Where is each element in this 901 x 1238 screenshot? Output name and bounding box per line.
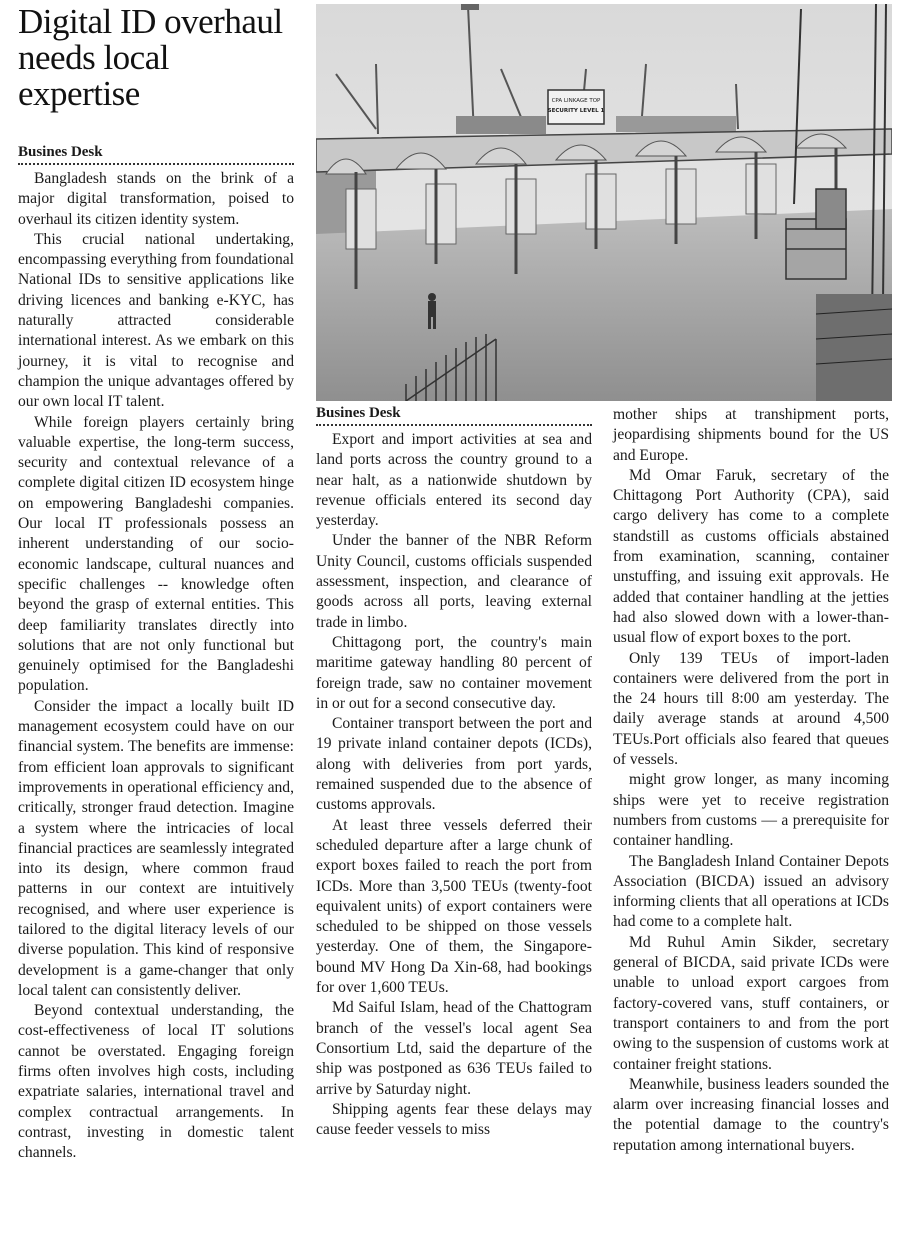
gate-sign-text-2: SECURITY LEVEL 1 — [547, 108, 605, 114]
paragraph: Md Ruhul Amin Sikder, secretary general of BICDA, said private ICDs were unable to unload export cargoes from factory-covered vans, stuff containers, or transport containers to and from the port owing to the suspension of customs work at container freight stations. — [613, 933, 889, 1073]
headline — [18, 4, 294, 112]
paragraph: Meanwhile, business leaders sounded the alarm over increasing financial losses and the potential damage to the country's reputation among international buyers. — [613, 1075, 889, 1154]
byline: Busines Desk — [316, 405, 592, 426]
paragraph: Container transport between the port and 19 private inland container depots (ICDs), along with deliveries from port yards, remained suspended due to the absence of customs approvals. — [316, 715, 592, 814]
paragraph: Consider the impact a locally built ID management ecosystem could have on our financial system. The benefits are immense: from efficient loan approvals to significant improvements in operational efficiency and, critically, stronger fraud detection. Imagine a system where the intricacies of local financial practices are seamlessly integrated into its design, where common fraud patterns in our context are intuitively recognised, and where user experience is tailored to the digital literacy levels of our diverse population. This kind of responsive development is a game-changer that only local talent can consistently deliver. — [18, 697, 294, 999]
paragraph: Under the banner of the NBR Reform Unity Council, customs officials suspended assessment, inspection, and clearance of goods across all ports, leaving external trade in limbo. — [316, 532, 592, 631]
byline: Busines Desk — [18, 144, 294, 165]
paragraph: Md Omar Faruk, secretary of the Chittagong Port Authority (CPA), said cargo delivery has come to a complete standstill as customs officials abstained from examination, scanning, container unstuffing, and issuing exit approvals. He added that container handling at the jetties had also slowed down with a lower-than-usual flow of export boxes to the port. — [613, 466, 889, 647]
gate-sign — [548, 90, 604, 124]
article-port-shutdown-continued — [613, 405, 889, 1156]
paragraph: Shipping agents fear these delays may cause feeder vessels to miss — [316, 1100, 592, 1139]
gate-sign-text-1: CPA LINKAGE TOP — [551, 98, 601, 104]
paragraph: The Bangladesh Inland Container Depots Association (BICDA) issued an advisory informing clients that all operations at ICDs had come to a complete halt. — [613, 852, 889, 931]
paragraph: Beyond contextual understanding, the cost-effectiveness of local IT solutions cannot be overstated. Engaging foreign firms often involves high costs, including expatriate salaries, international travel and complex contractual arrangements. In contrast, investing in domestic talent channels. — [18, 1002, 294, 1162]
paragraph: At least three vessels deferred their scheduled departure after a large chunk of export boxes failed to reach the port from ICDs. More than 3,500 TEUs (twenty-foot equivalent units) of export containers were scheduled to be shipped on those vessels yesterday. One of them, the Singapore-bound MV Hong Da Xin-68, had bookings for over 1,600 TEUs. — [316, 816, 592, 997]
paragraph: Chittagong port, the country's main maritime gateway handling 80 percent of foreign trade, saw no container movement in or out for a second consecutive day. — [316, 633, 592, 712]
headline-line-1: Digital ID overhaul — [18, 2, 283, 41]
paragraph: mother ships at transhipment ports, jeopardising shipments bound for the US and Europe. — [613, 406, 889, 464]
paragraph: Bangladesh stands on the brink of a major digital transformation, poised to overhaul its citizen identity system. — [18, 170, 294, 228]
paragraph: This crucial national undertaking, encompassing everything from foundational National IDs to sensitive applications like driving licences and banking e-KYC, has naturally attracted considerable international interest. As we embark on this journey, it is vital to recognise and champion the unique advantages offered by our own local IT talent. — [18, 230, 294, 411]
paragraph: might grow longer, as many incoming ships were yet to receive registration numbers from customs — a prerequisite for container handling. — [613, 771, 889, 850]
paragraph: Md Saiful Islam, head of the Chattogram branch of the vessel's local agent Sea Consortium Ltd, said the departure of the ship was postponed as 636 TEUs failed to arrive by Saturday night. — [316, 999, 592, 1098]
paragraph: Export and import activities at sea and land ports across the country ground to a near halt, as a nationwide shutdown by revenue officials entered its second day yesterday. — [316, 431, 592, 530]
article-port-shutdown — [316, 405, 592, 1140]
paragraph: Only 139 TEUs of import-laden containers were delivered from the port in the 24 hours till 8:00 am yesterday. The daily average stands at around 4,500 TEUs.Port officials also feared that queues of vessels. — [613, 649, 889, 769]
article-digital-id — [18, 0, 294, 1164]
headline-line-2: needs local expertise — [18, 38, 169, 113]
port-gate-photo — [316, 4, 892, 401]
paragraph: While foreign players certainly bring valuable expertise, the long-term success, security and contextual relevance of a complete digital citizen ID ecosystem hinge on empowering Bangladeshi companies. Our local IT professionals possess an inherent understanding of our socio-economic landscape, cultural nuances and specific challenges -- knowledge often beyond the grasp of external entities. This deep familiarity translates directly into solutions that are not only functional but genuinely optimised for the Bangladeshi population. — [18, 413, 294, 695]
port-gate-illustration — [316, 4, 892, 401]
